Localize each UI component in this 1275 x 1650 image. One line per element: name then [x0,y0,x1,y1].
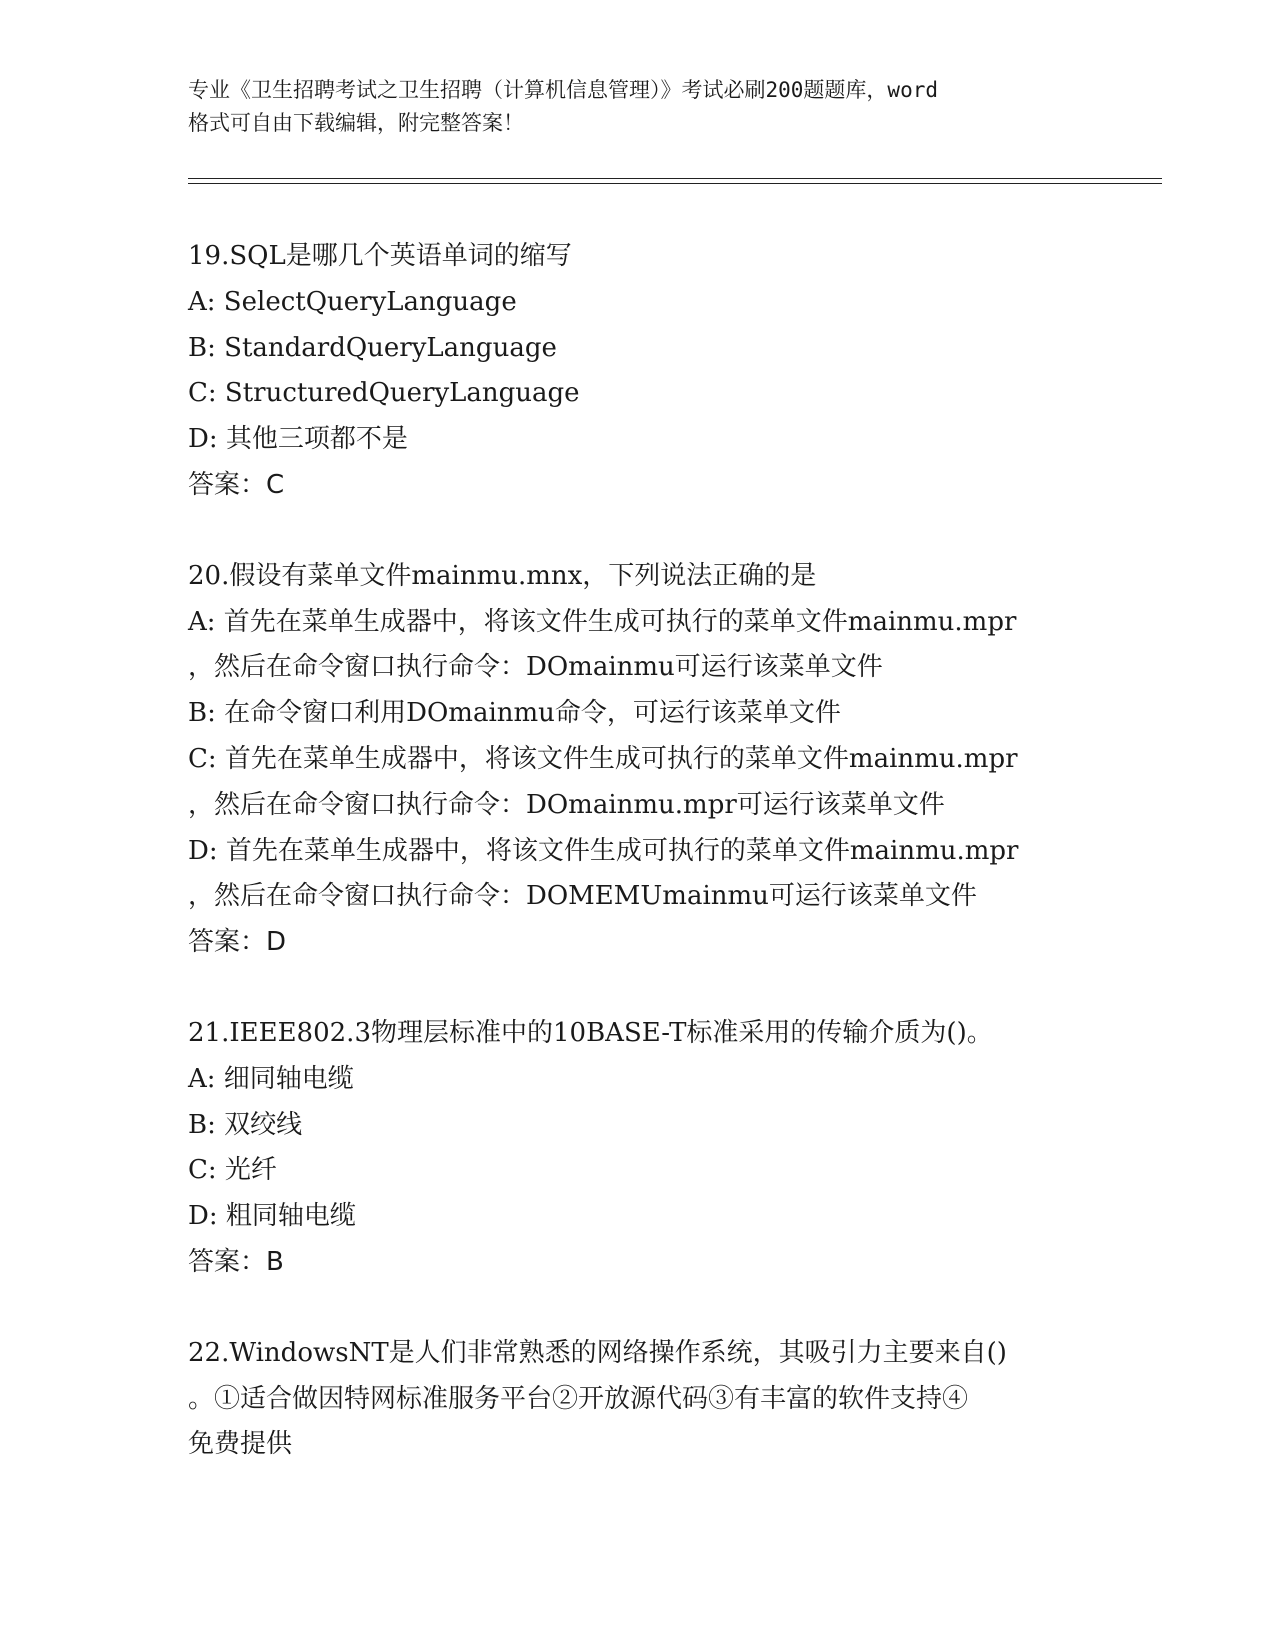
answer-line: 答案：D [188,927,287,958]
question-block [188,234,1088,509]
question-option-line: D: 其他三项都不是 [188,424,408,455]
question-option-line: A: 首先在菜单生成器中，将该文件生成可执行的菜单文件mainmu.mpr [188,606,1017,637]
question-option-line: C: 光纤 [188,1155,277,1186]
question-option-line: 免费提供 [188,1429,293,1460]
question-option-line: B: 在命令窗口利用DOmainmu命令，可运行该菜单文件 [188,698,841,729]
question-block [188,1011,1088,1286]
question-option-line: A: SelectQueryLanguage [188,286,517,317]
question-option-line: D: 首先在菜单生成器中，将该文件生成可执行的菜单文件mainmu.mpr [188,835,1019,866]
question-block [188,554,1088,966]
question-list [188,234,1088,1468]
question-option-line: B: StandardQueryLanguage [188,332,557,363]
header-line-1: 专业《卫生招聘考试之卫生招聘（计算机信息管理）》考试必刷200题题库，word [188,78,938,102]
question-option-line: ，然后在命令窗口执行命令：DOMEMUmainmu可运行该菜单文件 [188,881,977,912]
question-stem-line: 20.假设有菜单文件mainmu.mnx，下列说法正确的是 [188,560,817,591]
question-stem-line: 19.SQL是哪几个英语单词的缩写 [188,241,572,271]
question-option-line: D: 粗同轴电缆 [188,1201,356,1232]
document-header [188,74,1088,140]
header-divider-top [188,178,1162,179]
question-option-line: B: 双绞线 [188,1109,303,1140]
question-option-line: ，然后在命令窗口执行命令：DOmainmu可运行该菜单文件 [188,652,883,683]
answer-line: 答案：B [188,1246,284,1277]
question-option-line: ，然后在命令窗口执行命令：DOmainmu.mpr可运行该菜单文件 [188,789,945,820]
header-divider-bottom [188,183,1162,184]
question-option-line: A: 细同轴电缆 [188,1063,354,1094]
answer-line: 答案：C [188,469,285,500]
header-line-2: 格式可自由下载编辑，附完整答案！ [188,111,524,135]
question-stem-line: 21.IEEE802.3物理层标准中的10BASE-T标准采用的传输介质为()。 [188,1017,993,1048]
question-option-line: C: 首先在菜单生成器中，将该文件生成可执行的菜单文件mainmu.mpr [188,743,1018,774]
question-option-line: C: StructuredQueryLanguage [188,378,580,409]
question-block [188,1331,1088,1468]
question-option-line: 。①适合做因特网标准服务平台②开放源代码③有丰富的软件支持④ [188,1383,969,1414]
question-stem-line: 22.WindowsNT是人们非常熟悉的网络操作系统，其吸引力主要来自() [188,1337,1007,1368]
